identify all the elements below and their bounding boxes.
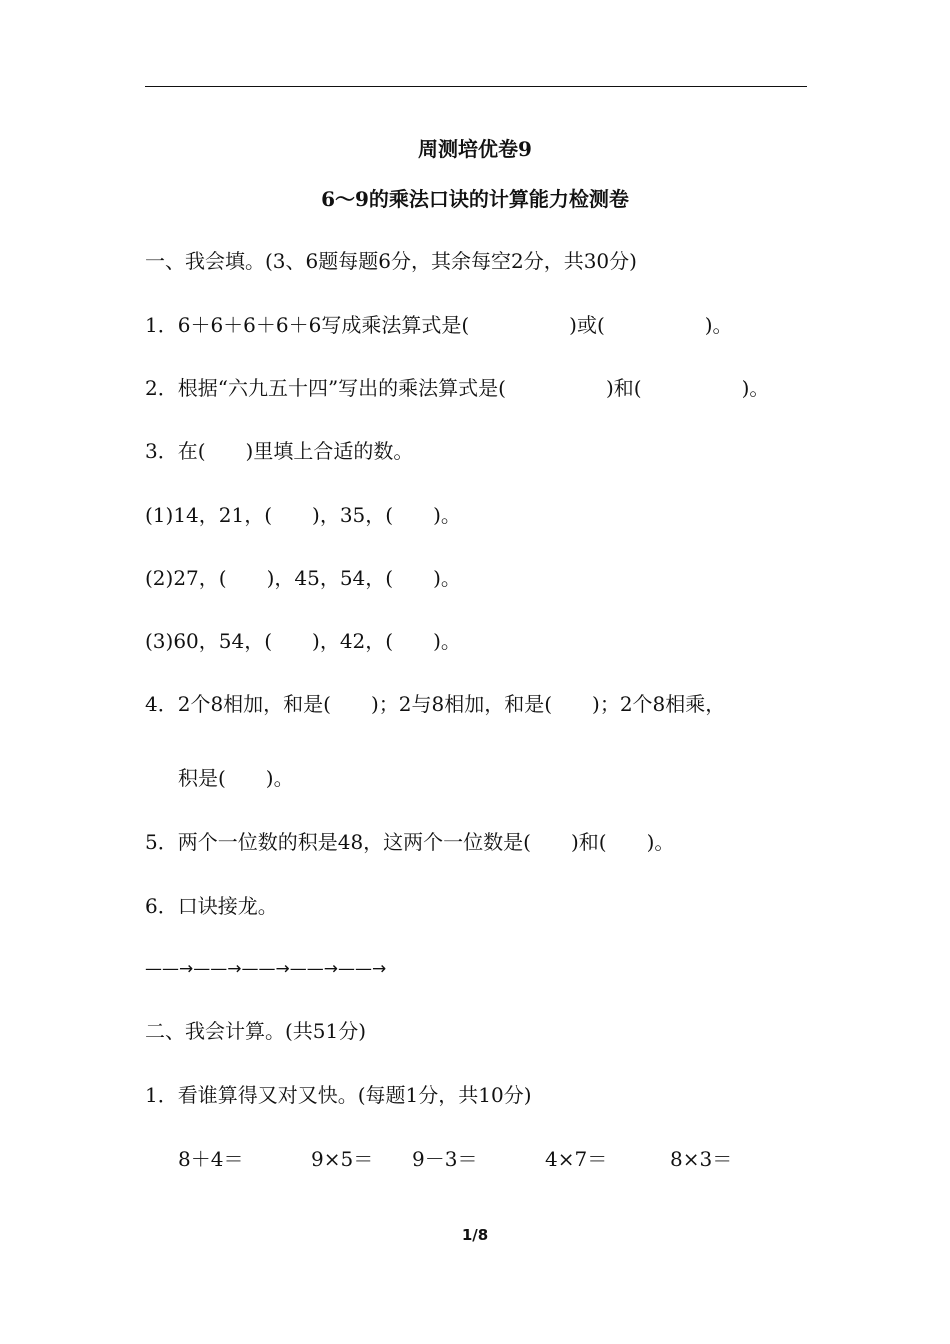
question-1-3: 3．在( )里填上合适的数。 [145, 439, 414, 463]
question-1-2: 2．根据“六九五十四”写出的乘法算式是( )和( )。 [145, 376, 770, 400]
question-2-1: 1．看谁算得又对又快。(每题1分，共10分) [145, 1083, 532, 1107]
calc-expression: 8×3＝ [670, 1147, 733, 1171]
page-subtitle: 6～9的乘法口诀的计算能力检测卷 [321, 187, 629, 211]
question-1-3-sub2: (2)27，( )，45，54，( )。 [145, 566, 461, 590]
page-title: 周测培优卷9 [418, 137, 532, 161]
question-1-1: 1．6＋6＋6＋6＋6写成乘法算式是( )或( )。 [145, 313, 733, 337]
question-1-4-line1: 4．2个8相加，和是( )；2与8相加，和是( )；2个8相乘， [145, 692, 726, 716]
question-1-6: 6．口诀接龙。 [145, 894, 278, 918]
calc-expression: 8＋4＝ [178, 1147, 244, 1171]
question-1-3-sub3: (3)60，54，( )，42，( )。 [145, 629, 461, 653]
question-1-5: 5．两个一位数的积是48，这两个一位数是( )和( )。 [145, 830, 675, 854]
question-1-3-sub1: (1)14，21，( )，35，( )。 [145, 503, 461, 527]
calc-expression: 9×5＝ [311, 1147, 374, 1171]
calc-expression: 9－3＝ [412, 1147, 478, 1171]
section2-heading: 二、我会计算。(共51分) [145, 1019, 367, 1043]
page-number: 1/8 [461, 1226, 489, 1244]
section1-heading: 一、我会填。(3、6题每题6分，其余每空2分，共30分) [145, 249, 637, 273]
question-1-6-chain: ——→——→——→——→——→ [145, 959, 387, 979]
header-rule [145, 86, 807, 87]
question-1-4-line2: 积是( )。 [178, 766, 294, 790]
calc-expression: 4×7＝ [545, 1147, 608, 1171]
